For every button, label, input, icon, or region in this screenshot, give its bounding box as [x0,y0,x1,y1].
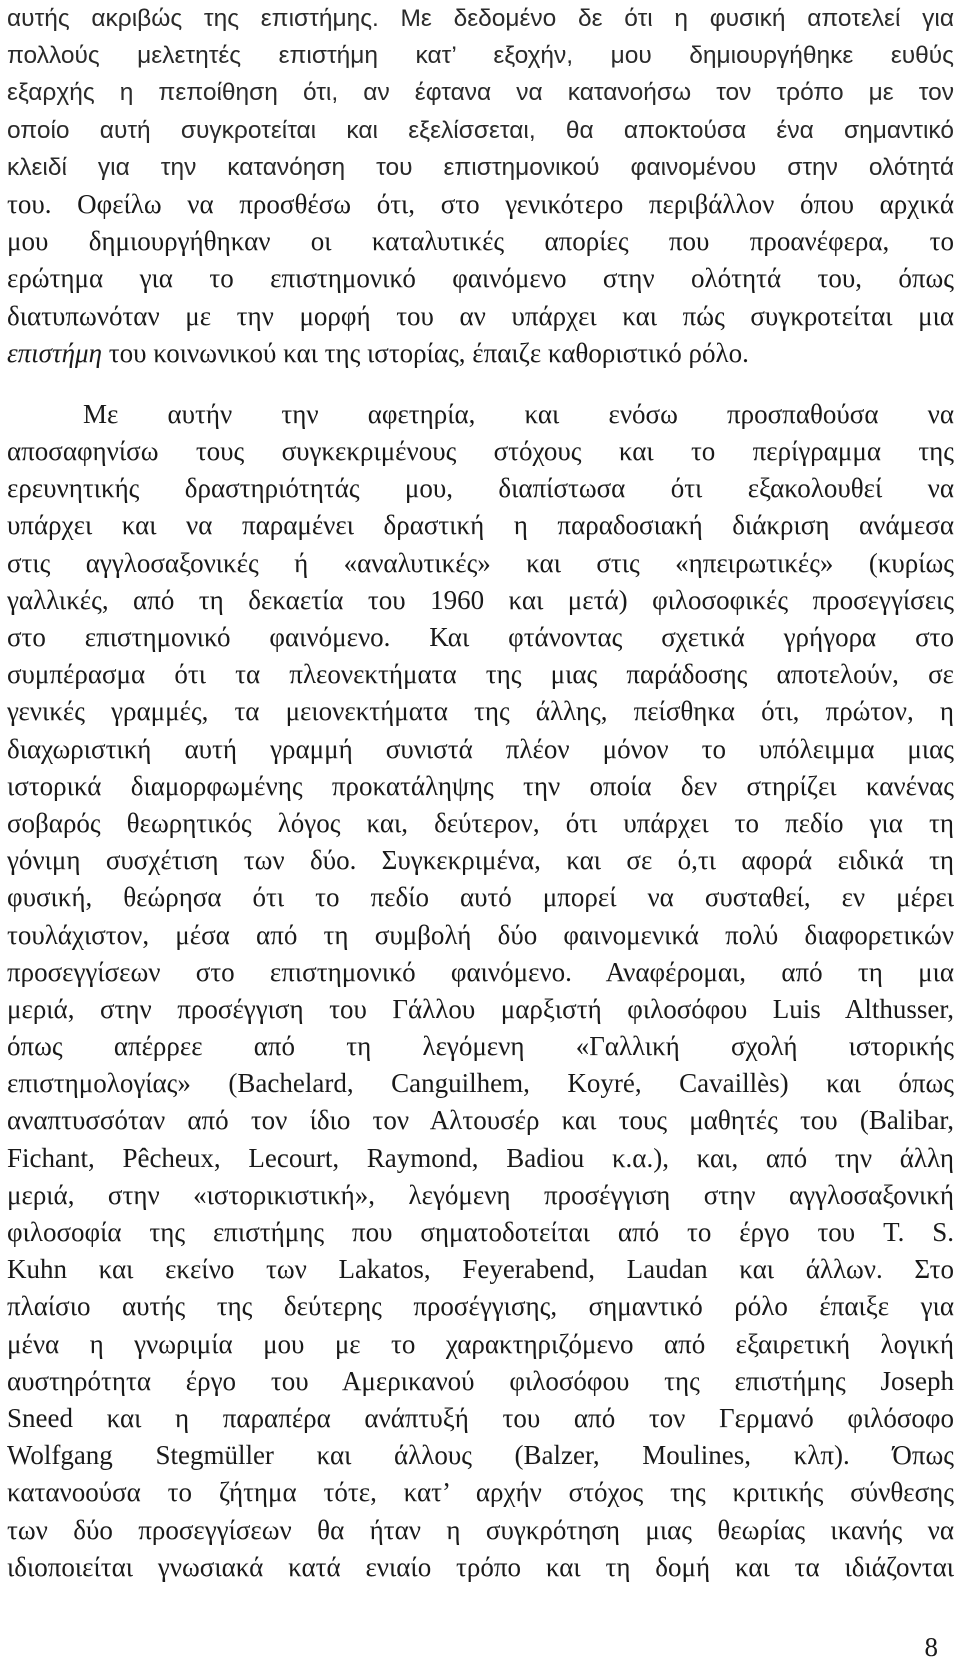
text-line: μεριά, στην προσέγγιση του Γάλλου μαρξιστή φιλοσόφου Luis Althusser, [7,993,954,1024]
text-line: όπως απέρρεε από τη λεγόμενη «Γαλλική σχολή ιστορικής [7,1031,954,1062]
text-line: Fichant, Pêcheux, Lecourt, Raymond, Badiou κ.α.), και, από την άλλη [7,1142,954,1173]
text-line: μου δημιουργήθηκαν οι καταλυτικές απορίες που προανέφερα, το [7,226,954,257]
text-line: γαλλικές, από τη δεκαετία του 1960 και μετά) φιλοσοφικές προσεγγίσεις [7,584,954,615]
text-line: Wolfgang Stegmüller και άλλους (Balzer, Moulines, κλπ). Όπως [7,1440,954,1471]
text-line: ιστορικά διαμορφωμένης προκατάληψης την οποία δεν στηρίζει κανένας [7,770,954,801]
text-line: προσεγγίσεων στο επιστημονικό φαινόμενο. Αναφέρομαι, από τη μια [7,956,954,987]
text-line: μένα η γνωριμία μου με το χαρακτηριζόμενο από εξαιρετική λογική [7,1328,954,1359]
text-line: φιλοσοφία της επιστήμης που σηματοδοτείται από το έργο του T. S. [7,1217,954,1247]
text-line: φυσική, θεώρησα ότι το πεδίο αυτό μπορεί να συσταθεί, εν μέρει [7,882,954,913]
text-line: αυτής ακριβώς της επιστήμης. Με δεδομένο δε ότι η φυσική αποτελεί για [7,5,954,32]
text-line-indented: Με αυτήν την αφετηρία, και ενόσω προσπαθούσα να [83,398,954,429]
paragraph-1-cont [7,186,954,372]
page-number: 8 [924,1632,938,1662]
text-line: επιστημολογίας» (Bachelard, Canguilhem, Koyré, Cavaillès) και όπως [7,1068,954,1099]
text-line: αναπτυσσόταν από τον ίδιο τον Αλτουσέρ και τους μαθητές του (Balibar, [7,1105,954,1136]
text-line: συμπέρασμα ότι τα πλεονεκτήματα της μιας παράδοσης αποτελούν, σε [7,659,954,690]
text-line: ερευνητικής δραστηριότητάς μου, διαπίστωσα ότι εξακολουθεί να [7,473,954,504]
text-line: Sneed και η παραπέρα ανάπτυξή του από τον Γερμανό φιλόσοφο [7,1402,954,1433]
text-line: μεριά, στην «ιστορικιστική», λεγόμενη προσέγγιση στην αγγλοσαξονική [7,1179,954,1210]
text-line: Kuhn και εκείνο των Lakatos, Feyerabend, Laudan και άλλων. Στο [7,1254,954,1285]
text-line: οποίο αυτή συγκροτείται και εξελίσσεται, θα αποκτούσα ένα σημαντικό [7,116,954,144]
text-line-last [7,335,954,372]
text-line: των δύο προσεγγίσεων θα ήταν η συγκρότηση μιας θεωρίας ικανής να [7,1514,954,1545]
text-line: κατανοούσα το ζήτημα τότε, κατ’ αρχήν στόχος της κριτικής σύνθεσης [7,1477,954,1508]
text-line: γενικές γραμμές, τα μειονεκτήματα της άλλης, πείσθηκα ότι, πρώτον, η [7,696,954,727]
text-line: αποσαφηνίσω τους συγκεκριμένους στόχους και το περίγραμμα της [7,436,954,467]
text-line: του. Οφείλω να προσθέσω ότι, στο γενικότερο περιβάλλον όπου αρχικά [7,188,954,219]
text-line: στο επιστημονικό φαινόμενο. Και φτάνοντας σχετικά γρήγορα στο [7,622,954,652]
text-line: ιδιοποιείται γνωσιακά κατά ενιαίο τρόπο και τη δομή και τα ιδιάζονται [7,1551,954,1582]
text-line: διατυπωνόταν με την μορφή του αν υπάρχει και πώς συγκροτείται μια [7,300,954,331]
text-fragment: του κοινωνικού και της ιστορίας, έπαιζε καθοριστικό ρόλο. [102,337,749,368]
text-line: στις αγγλοσαξονικές ή «αναλυτικές» και στις «ηπειρωτικές» (κυρίως [7,547,954,578]
text-line: διαχωριστική αυτή γραμμή συνιστά πλέον μόνον το υπόλειμμα μιας [7,733,954,764]
text-line: εξαρχής η πεποίθηση ότι, αν έφτανα να κατανοήσω τον τρόπο με τον [7,79,954,107]
text-line: υπάρχει και να παραμένει δραστική η παραδοσιακή διάκριση ανάμεσα [7,510,954,541]
paragraph-2 [7,396,954,1586]
paragraph-1 [7,0,954,186]
text-line: πολλούς μελετητές επιστήμη κατ’ εξοχήν, μου δημιουργήθηκε ευθύς [7,42,954,70]
text-line: ερώτημα για το επιστημονικό φαινόμενο στην ολότητά του, όπως [7,263,954,294]
text-line: αυστηρότητα έργο του Αμερικανού φιλοσόφου της επιστήμης Joseph [7,1365,954,1396]
body-text [7,0,954,1586]
text-line: κλειδί για την κατανόηση του επιστημονικού φαινομένου στην ολότητά [7,153,954,181]
paragraph-gap [7,372,954,396]
text-line: σοβαρός θεωρητικός λόγος και, δεύτερον, ότι υπάρχει το πεδίο για τη [7,807,954,838]
text-line: τουλάχιστον, μέσα από τη συμβολή δύο φαινομενικά πολύ διαφορετικών [7,919,954,950]
text-line: γόνιμη συσχέτιση των δύο. Συγκεκριμένα, και σε ό,τι αφορά ειδικά τη [7,845,954,876]
text-line: πλαίσιο αυτής της δεύτερης προσέγγισης, σημαντικό ρόλο έπαιξε για [7,1291,954,1322]
italic-term: επιστήμη [7,337,102,368]
